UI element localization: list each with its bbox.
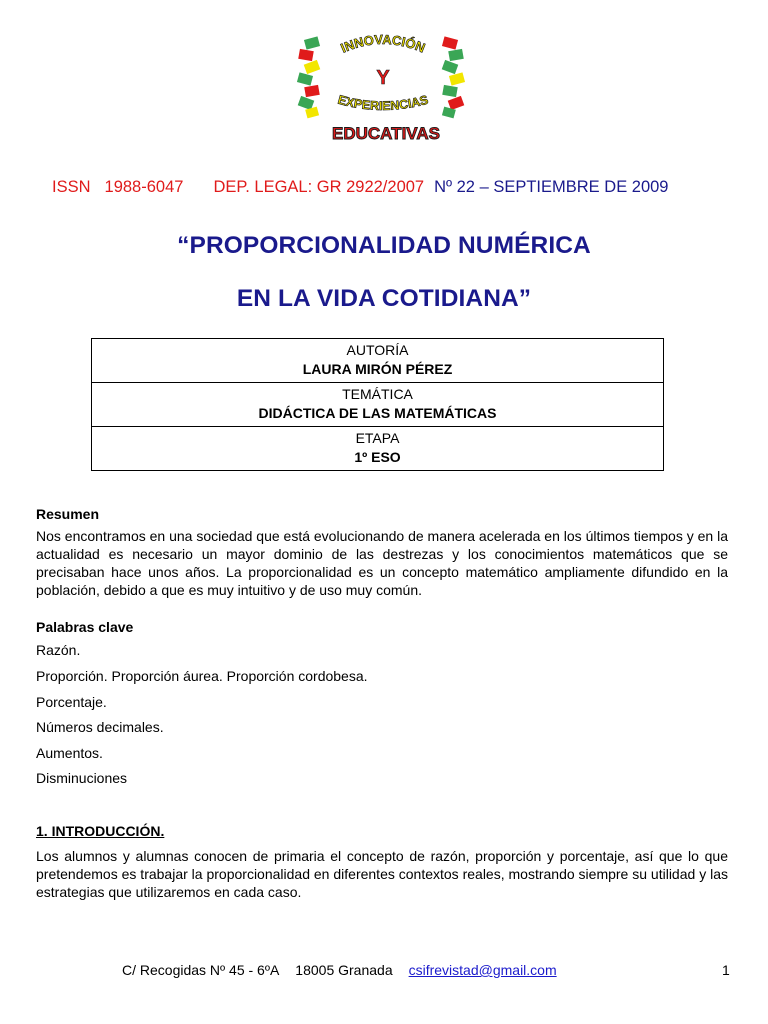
info-label: ETAPA [355, 430, 400, 446]
info-row-topic [92, 383, 664, 427]
logo-graphic [293, 32, 473, 148]
keyword-item: Proporción. Proporción áurea. Proporción cordobesa. [36, 668, 368, 684]
info-row-authorship [92, 339, 664, 383]
keyword-item: Porcentaje. [36, 694, 107, 710]
logo-left-column [297, 36, 320, 118]
keyword-item: Aumentos. [36, 745, 103, 761]
article-info-table [91, 338, 664, 471]
abstract-text: Nos encontramos en una sociedad que está evolucionando de manera acelerada en los últimos tiempos y en la actualidad es necesario un mayor dominio de las destrezas y los conocimientos matemáticos que se precisaban hace unos años. La proporcionalidad es un concepto matemático ampliamente difundido en la población, debido a que es muy intuitivo y de uso muy común. [36, 528, 728, 598]
publication-info [52, 178, 669, 197]
legal-deposit: DEP. LEGAL: GR 2922/2007 [213, 178, 425, 196]
logo-word-educativas: EDUCATIVAS [332, 124, 440, 143]
footer-city: 18005 Granada [295, 962, 393, 978]
introduction-section [36, 822, 728, 901]
info-label: AUTORÍA [346, 342, 409, 358]
introduction-text: Los alumnos y alumnas conocen de primaria el concepto de razón, proporción y porcentaje, así que lo que pretendemos es trabajar la proporcionalidad en diferentes contextos reales, mostrando siempre su utilidad y las estrategias que utilizaremos en cada caso. [36, 848, 728, 900]
topic-value: DIDÁCTICA DE LAS MATEMÁTICAS [258, 405, 497, 421]
keyword-item: Razón. [36, 642, 81, 658]
abstract-section [36, 505, 728, 599]
introduction-heading: 1. INTRODUCCIÓN. [36, 823, 165, 839]
keywords-title: Palabras clave [36, 619, 134, 635]
logo-word-innovacion: INNOVACIÓN [338, 32, 428, 56]
issn-number: 1988-6047 [104, 178, 184, 196]
logo-word-y: Y [376, 67, 390, 89]
info-row-stage [92, 427, 664, 471]
article-title-line-2: EN LA VIDA COTIDIANA” [236, 285, 532, 312]
article-title-line-1: “PROPORCIONALIDAD NUMÉRICA [177, 232, 591, 259]
keywords-heading [36, 618, 728, 636]
abstract-heading: Resumen [36, 506, 100, 522]
page-number: 1 [722, 962, 730, 978]
keyword-item: Disminuciones [36, 770, 128, 786]
issn-label: ISSN [52, 178, 91, 196]
page-footer [122, 962, 557, 978]
keyword-item: Números decimales. [36, 719, 164, 735]
stage-value: 1º ESO [354, 449, 401, 465]
issue-number: Nº 22 – SEPTIEMBRE DE 2009 [434, 178, 669, 196]
footer-email-link[interactable]: csifrevistad@gmail.com [408, 962, 557, 978]
author-name: LAURA MIRÓN PÉREZ [302, 361, 453, 377]
footer-address: C/ Recogidas Nº 45 - 6ºA [122, 962, 280, 978]
journal-logo [293, 32, 473, 148]
logo-right-column [442, 36, 465, 118]
info-label: TEMÁTICA [342, 386, 413, 402]
logo-word-experiencias: EXPERIENCIAS [336, 92, 430, 114]
